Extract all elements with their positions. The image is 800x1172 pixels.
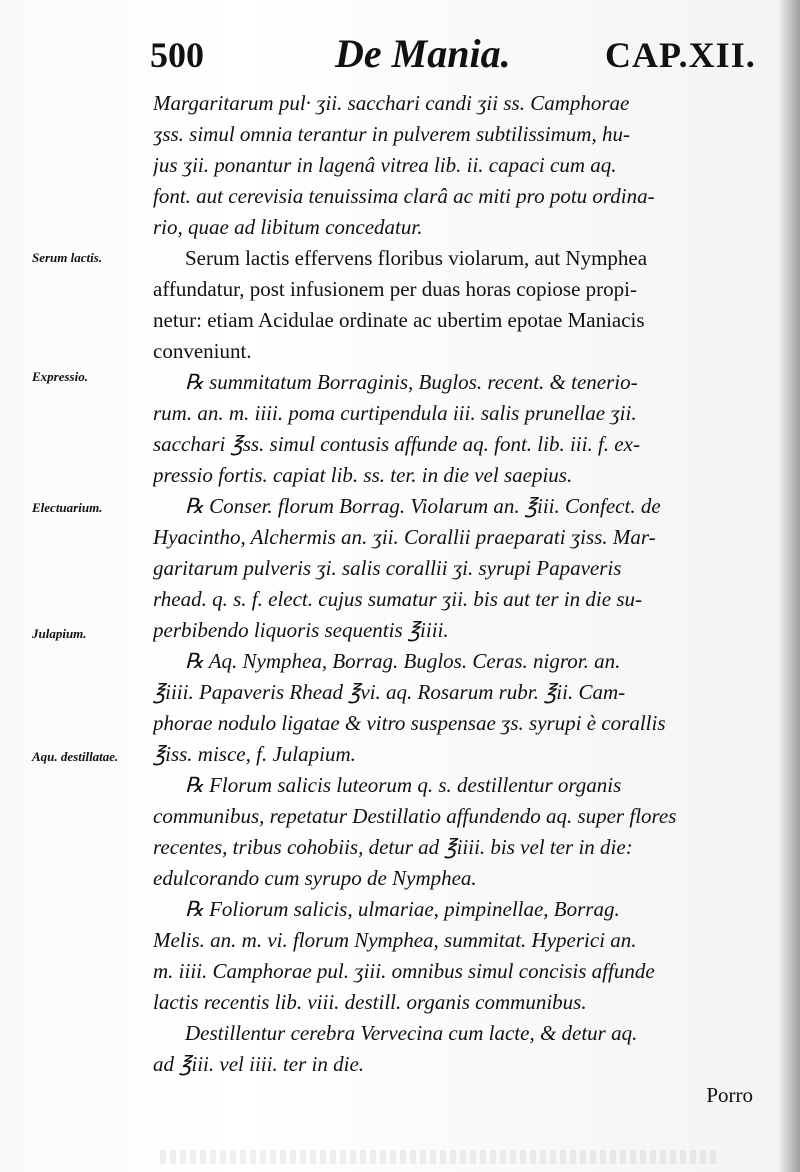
- text-line: Destillentur cerebra Vervecina cum lacte, & detur aq.: [185, 1021, 638, 1045]
- text-line: communibus, repetatur Destillatio affundendo aq. super flores: [153, 804, 677, 828]
- text-line: recentes, tribus cohobiis, detur ad ℥iiii. bis vel ter in die:: [153, 835, 633, 859]
- running-header: [150, 28, 756, 88]
- text-line: conveniunt.: [153, 339, 252, 363]
- text-line: lactis recentis lib. viii. destill. organis communibus.: [153, 990, 587, 1014]
- text-line: Serum lactis effervens floribus violarum, aut Nymphea: [185, 246, 648, 270]
- page-gutter-shadow: [778, 0, 800, 1172]
- text-line: ℞ summitatum Borraginis, Buglos. recent. & tenerio-: [185, 370, 638, 394]
- margin-note-electuarium: Electuarium.: [32, 500, 103, 515]
- text-line: ℞ Conser. florum Borrag. Violarum an. ℥iii. Confect. de: [185, 494, 661, 518]
- text-line: font. aut cerevisia tenuissima clarâ ac miti pro potu ordina-: [153, 184, 655, 208]
- page-number: 500: [150, 35, 204, 75]
- text-line: m. iiii. Camphorae pul. ʒiii. omnibus simul concisis affunde: [153, 959, 655, 983]
- text-line: netur: etiam Acidulae ordinate ac ubertim epotae Maniacis: [153, 308, 645, 332]
- text-line: rum. an. m. iiii. poma curtipendula iii. salis prunellae ʒii.: [153, 401, 637, 425]
- text-line: Margaritarum pul· ʒii. sacchari candi ʒii ss. Camphorae: [153, 91, 630, 115]
- text-line: ℥iiii. Papaveris Rhead ℥vi. aq. Rosarum rubr. ℥ii. Cam-: [153, 680, 626, 704]
- text-line: edulcorando cum syrupo de Nymphea.: [153, 866, 477, 890]
- chapter-label: CAP.XII.: [605, 35, 756, 75]
- text-line: ℥iss. misce, f. Julapium.: [153, 742, 356, 766]
- text-line: ℞ Aq. Nymphea, Borrag. Buglos. Ceras. nigror. an.: [185, 649, 621, 673]
- body-text: [153, 88, 753, 1111]
- text-line: Hyacintho, Alchermis an. ʒii. Corallii praeparati ʒiss. Mar-: [153, 525, 656, 549]
- margin-note-expressio: Expressio.: [32, 369, 88, 384]
- text-line: ℞ Foliorum salicis, ulmariae, pimpinellae, Borrag.: [185, 897, 620, 921]
- text-line: ℞ Florum salicis luteorum q. s. destillentur organis: [185, 773, 622, 797]
- running-title: De Mania.: [335, 31, 511, 76]
- margin-note-julapium: Julapium.: [32, 626, 87, 641]
- show-through-text: [160, 1150, 720, 1164]
- text-line: affundatur, post infusionem per duas horas copiose propi-: [153, 277, 637, 301]
- text-line: ʒss. simul omnia terantur in pulverem subtilissimum, hu-: [153, 122, 630, 146]
- text-line: phorae nodulo ligatae & vitro suspensae ʒs. syrupi è corallis: [153, 711, 666, 735]
- text-line: rio, quae ad libitum concedatur.: [153, 215, 423, 239]
- text-line: ad ℥iii. vel iiii. ter in die.: [153, 1052, 365, 1076]
- text-line: jus ʒii. ponantur in lagenâ vitrea lib. ii. capaci cum aq.: [153, 153, 617, 177]
- text-line: garitarum pulveris ʒi. salis corallii ʒi. syrupi Papaveris: [153, 556, 622, 580]
- text-line: rhead. q. s. f. elect. cujus sumatur ʒii. bis aut ter in die su-: [153, 587, 642, 611]
- text-line: Melis. an. m. vi. florum Nymphea, summitat. Hyperici an.: [153, 928, 637, 952]
- catchword: Porro: [706, 1083, 753, 1107]
- margin-note-aqu-destillatae: Aqu. destillatae.: [32, 749, 119, 764]
- margin-note-serum-lactis: Serum lactis.: [32, 250, 103, 265]
- text-line: sacchari ℥ss. simul contusis affunde aq. font. lib. iii. f. ex-: [153, 432, 640, 456]
- text-line: perbibendo liquoris sequentis ℥iiii.: [153, 618, 449, 642]
- text-line: pressio fortis. capiat lib. ss. ter. in die vel saepius.: [153, 463, 573, 487]
